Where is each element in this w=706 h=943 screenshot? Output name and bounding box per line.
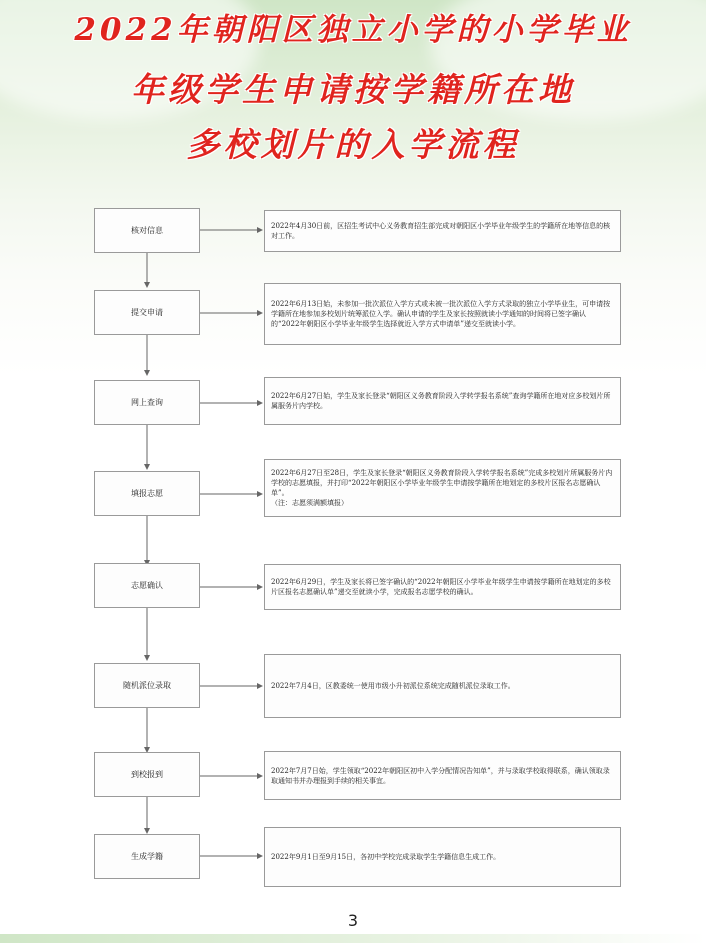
title-line-3: 多校划片的入学流程: [186, 125, 520, 164]
step-random-admission: [94, 663, 200, 708]
step-label: 到校报到: [131, 770, 163, 779]
step-verify-info: [94, 208, 200, 253]
step-description-3: 2022年6月27日始，学生及家长登录“朝阳区义务教育阶段入学转学报名系统”查询学籍所在地对应多校划片所属服务片内学校。: [264, 377, 621, 425]
step-description-6: 2022年7月4日，区教委统一使用市级小升初派位系统完成随机派位录取工作。: [264, 654, 621, 718]
step-submit-application: [94, 290, 200, 335]
step-description-8: 2022年9月1日至9月15日，各初中学校完成录取学生学籍信息生成工作。: [264, 827, 621, 887]
step-description-2: 2022年6月13日始，未参加一批次派位入学方式或未被一批次派位入学方式录取的独立小学毕业生，可申请按学籍所在地参加多校划片统筹派位入学。确认申请的学生及家长按照就读小学通知的时间将已签字确认的“2022年朝阳区小学毕业年级学生选择就近入学方式申请单”递交至就读小学。: [264, 283, 621, 345]
step-description-7: 2022年7月7日始，学生领取“2022年朝阳区初中入学分配情况告知单”，并与录取学校取得联系，确认领取录取通知书并办理报到手续的相关事宜。: [264, 751, 621, 800]
step-generate-record: [94, 834, 200, 879]
bottom-decor-band: [0, 934, 706, 943]
step-label: 核对信息: [131, 226, 163, 235]
step-label: 提交申请: [131, 308, 163, 317]
title-line-1: 2022年朝阳区独立小学的小学毕业: [74, 12, 632, 48]
title-line-2: 年级学生申请按学籍所在地: [131, 70, 575, 109]
step-label: 随机派位录取: [123, 681, 171, 690]
page-number: 3: [347, 911, 359, 930]
step-description-1: 2022年4月30日前，区招生考试中心义务教育招生部完成对朝阳区小学毕业年级学生的学籍所在地等信息的核对工作。: [264, 210, 621, 252]
step-label: 生成学籍: [131, 852, 163, 861]
step-report-to-school: [94, 752, 200, 797]
step-description-5: 2022年6月29日，学生及家长将已签字确认的“2022年朝阳区小学毕业年级学生申请按学籍所在地划定的多校片区报名志愿确认单”递交至就读小学，完成报名志愿学校的确认。: [264, 564, 621, 610]
step-online-query: [94, 380, 200, 425]
step-label: 志愿确认: [131, 581, 163, 590]
step-label: 网上查询: [131, 398, 163, 407]
step-confirm-preferences: [94, 563, 200, 608]
step-description-4: 2022年6月27日至28日，学生及家长登录“朝阳区义务教育阶段入学转学报名系统”完成多校划片所属服务片内学校的志愿填报，并打印“2022年朝阳区小学毕业年级学生申请按学籍所在地划定的多校片区报名志愿确认单”。 （注：志愿须满额填报）: [264, 459, 621, 517]
step-fill-preferences: [94, 471, 200, 516]
step-label: 填报志愿: [131, 489, 163, 498]
